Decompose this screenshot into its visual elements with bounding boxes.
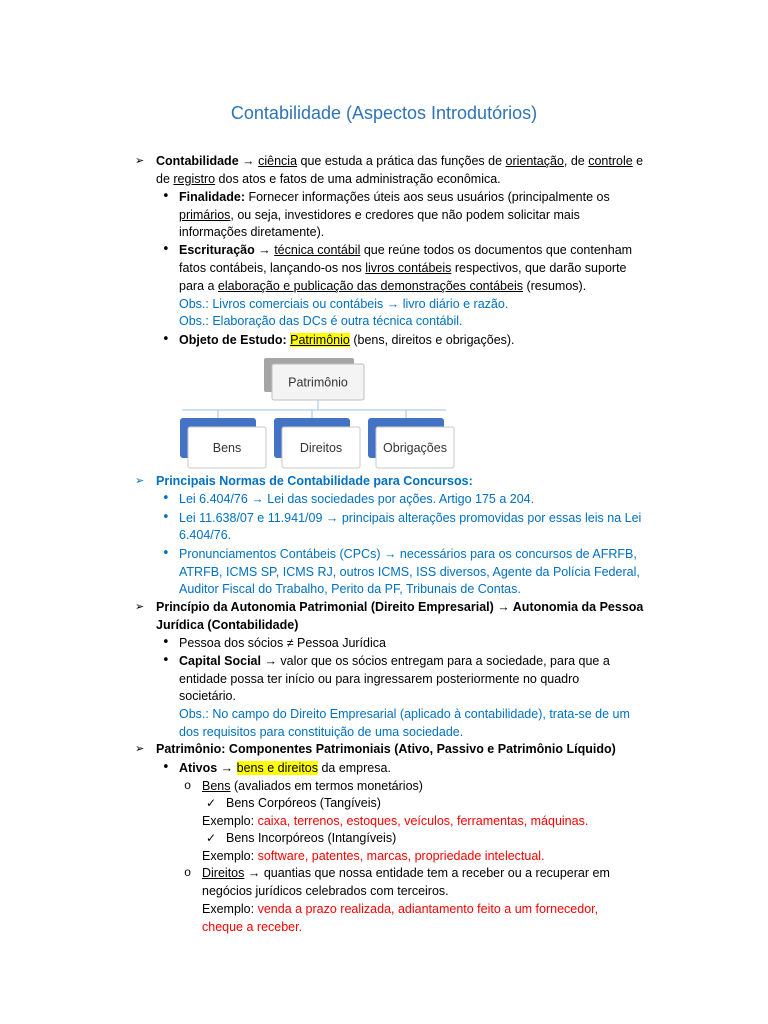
arrowhead-bullet-icon: ➢	[135, 742, 145, 755]
capital-social-note-1: Obs.: No campo do Direito Empresarial (aplicado à contabilidade), trata-se de um	[179, 707, 630, 721]
contabilidade-definition-line-1	[156, 152, 643, 170]
term-contabilidade: Contabilidade	[156, 154, 239, 168]
underlined-term: registro	[173, 172, 216, 186]
escrituracao-note-1: Obs.: Livros comerciais ou contábeis → livro diário e razão.	[179, 297, 509, 311]
underlined-term: orientação	[505, 154, 564, 168]
norma-item-3-line-2: ATRFB, ICMS SP, ICMS RJ, outros ICMS, ISS diversos, Agente da Polícia Federal,	[179, 565, 640, 579]
patrimonio-hierarchy-diagram	[170, 352, 470, 474]
arrowhead-bullet-icon: ➢	[135, 600, 145, 613]
capital-social-note-2: dos requisitos para constituição de uma sociedade.	[179, 725, 464, 739]
normas-heading: Principais Normas de Contabilidade para Concursos:	[156, 474, 473, 488]
body-text: Fornecer informações úteis aos seus usuários (principalmente os	[244, 190, 610, 204]
term-capital-social: Capital Social	[179, 654, 261, 668]
capital-social-line-3: societário.	[179, 689, 236, 703]
underlined-term: elaboração e publicação das demonstrações contábeis	[217, 279, 523, 293]
term-finalidade: Finalidade:	[179, 190, 245, 204]
norma-item-2-line-2: 6.404/76.	[179, 528, 232, 542]
body-text: dos atos e fatos de uma administração econômica.	[215, 172, 501, 186]
body-text: e	[632, 154, 644, 168]
body-text: que estuda a prática das funções de	[297, 154, 506, 168]
socios-line: Pessoa dos sócios ≠ Pessoa Jurídica	[179, 636, 386, 650]
dot-bullet-icon: •	[162, 491, 170, 506]
underlined-term: controle	[588, 154, 633, 168]
highlighted-term: Patrimônio	[290, 333, 350, 347]
body-text: → quantias que nossa entidade tem a receber ou a recuperar em	[244, 866, 610, 880]
example-label: Exemplo:	[202, 814, 258, 828]
norma-item-3-line-3: Auditor Fiscal do Trabalho, Perito da PF, Tribunais de Contas.	[179, 582, 521, 596]
direitos-line-2: negócios jurídicos celebrados com terceiros.	[202, 884, 449, 898]
arrow-text: →	[217, 761, 237, 775]
body-text: (bens, direitos e obrigações).	[349, 333, 515, 347]
underlined-term: primários	[179, 208, 231, 222]
checkmark-bullet-icon: ✓	[206, 796, 217, 810]
root-node-label: Patrimônio	[288, 375, 348, 390]
body-text: respectivos, que darão suporte	[451, 261, 627, 275]
dot-bullet-icon: •	[162, 653, 170, 668]
autonomia-heading-line-2: Jurídica (Contabilidade)	[156, 618, 299, 632]
body-text: (avaliados em termos monetários)	[230, 779, 423, 793]
example-text: software, patentes, marcas, propriedade intelectual.	[257, 849, 545, 863]
body-text: informações diretamente).	[179, 225, 325, 239]
body-text: que reúne todos os documentos que contenham	[360, 243, 633, 257]
dot-bullet-icon: •	[162, 242, 170, 257]
dot-bullet-icon: •	[162, 189, 170, 204]
dot-bullet-icon: •	[162, 635, 170, 650]
finalidade-line-2	[179, 206, 580, 224]
escrituracao-line-1	[179, 241, 632, 259]
child-node-label-obrigacoes: Obrigações	[383, 441, 447, 455]
dot-bullet-icon: •	[162, 546, 170, 561]
circle-bullet-icon: o	[184, 866, 192, 880]
componentes-heading: Patrimônio: Componentes Patrimoniais (Ativo, Passivo e Patrimônio Líquido)	[156, 742, 616, 756]
arrow-text: →	[254, 243, 275, 257]
body-text: → valor que os sócios entregam para a sociedade, para que a	[260, 654, 610, 668]
child-node-label-direitos: Direitos	[299, 441, 343, 455]
dot-bullet-icon: •	[162, 760, 170, 775]
term-escrituracao: Escrituração	[179, 243, 255, 257]
term-ativos: Ativos	[179, 761, 218, 775]
underlined-term: técnica contábil	[274, 243, 361, 257]
dot-bullet-icon: •	[162, 510, 170, 525]
body-text: (resumos).	[522, 279, 587, 293]
bens-corporeos-example	[202, 812, 588, 830]
child-node-label-bens: Bens	[212, 441, 242, 455]
circle-bullet-icon: o	[184, 779, 192, 793]
escrituracao-note-2: Obs.: Elaboração das DCs é outra técnica contábil.	[179, 314, 463, 328]
escrituracao-line-3	[179, 277, 586, 295]
term-objeto-de-estudo: Objeto de Estudo:	[179, 333, 291, 347]
autonomia-heading-line-1: Princípio da Autonomia Patrimonial (Direito Empresarial) → Autonomia da Pessoa	[156, 600, 644, 614]
body-text: fatos contábeis, lançando-os nos	[179, 261, 366, 275]
finalidade-line-3	[179, 223, 324, 241]
capital-social-line-1	[179, 652, 610, 670]
example-text: caixa, terrenos, estoques, veículos, ferramentas, máquinas.	[257, 814, 589, 828]
dot-bullet-icon: •	[162, 332, 170, 347]
contabilidade-definition-line-2	[156, 170, 501, 188]
capital-social-line-2: entidade possa ter início ou para ingressarem posteriormente no quadro	[179, 672, 580, 686]
arrow-text: →	[238, 154, 259, 168]
underlined-term: livros contábeis	[365, 261, 452, 275]
example-label: Exemplo:	[202, 902, 258, 916]
body-text: para a	[179, 279, 218, 293]
bens-corporeos-line: Bens Corpóreos (Tangíveis)	[226, 796, 381, 810]
body-text: , ou seja, investidores e credores que não podem solicitar mais	[230, 208, 580, 222]
page-title: Contabilidade (Aspectos Introdutórios)	[230, 103, 538, 123]
body-text: de	[156, 172, 174, 186]
finalidade-line-1	[179, 188, 610, 206]
direitos-example-continuation: cheque a receber.	[202, 920, 303, 934]
underlined-term: ciência	[258, 154, 298, 168]
arrowhead-bullet-icon: ➢	[135, 154, 145, 167]
bens-incorporeos-example	[202, 847, 545, 865]
norma-item-2-line-1: Lei 11.638/07 e 11.941/09 → principais alterações promovidas por essas leis na Lei	[179, 511, 642, 525]
bens-incorporeos-line: Bens Incorpóreos (Intangíveis)	[226, 831, 397, 845]
example-label: Exemplo:	[202, 849, 258, 863]
escrituracao-line-2	[179, 259, 627, 277]
example-text: venda a prazo realizada, adiantamento feito a um fornecedor,	[257, 902, 599, 916]
underlined-term: Bens	[202, 779, 231, 793]
direitos-example	[202, 900, 598, 918]
objeto-de-estudo-line	[179, 331, 515, 349]
connector-lines	[182, 400, 446, 418]
arrowhead-bullet-icon: ➢	[135, 474, 145, 487]
norma-item-1-line-1: Lei 6.404/76 → Lei das sociedades por ações. Artigo 175 a 204.	[179, 492, 535, 506]
body-text: da empresa.	[317, 761, 391, 775]
norma-item-3-line-1: Pronunciamentos Contábeis (CPCs) → necessários para os concursos de AFRFB,	[179, 547, 637, 561]
highlighted-term: bens e direitos	[236, 761, 318, 775]
bens-line	[202, 777, 423, 795]
checkmark-bullet-icon: ✓	[206, 831, 217, 845]
body-text: , de	[563, 154, 589, 168]
direitos-line-1	[202, 864, 610, 882]
ativos-line	[179, 759, 391, 777]
underlined-term: Direitos	[202, 866, 245, 880]
